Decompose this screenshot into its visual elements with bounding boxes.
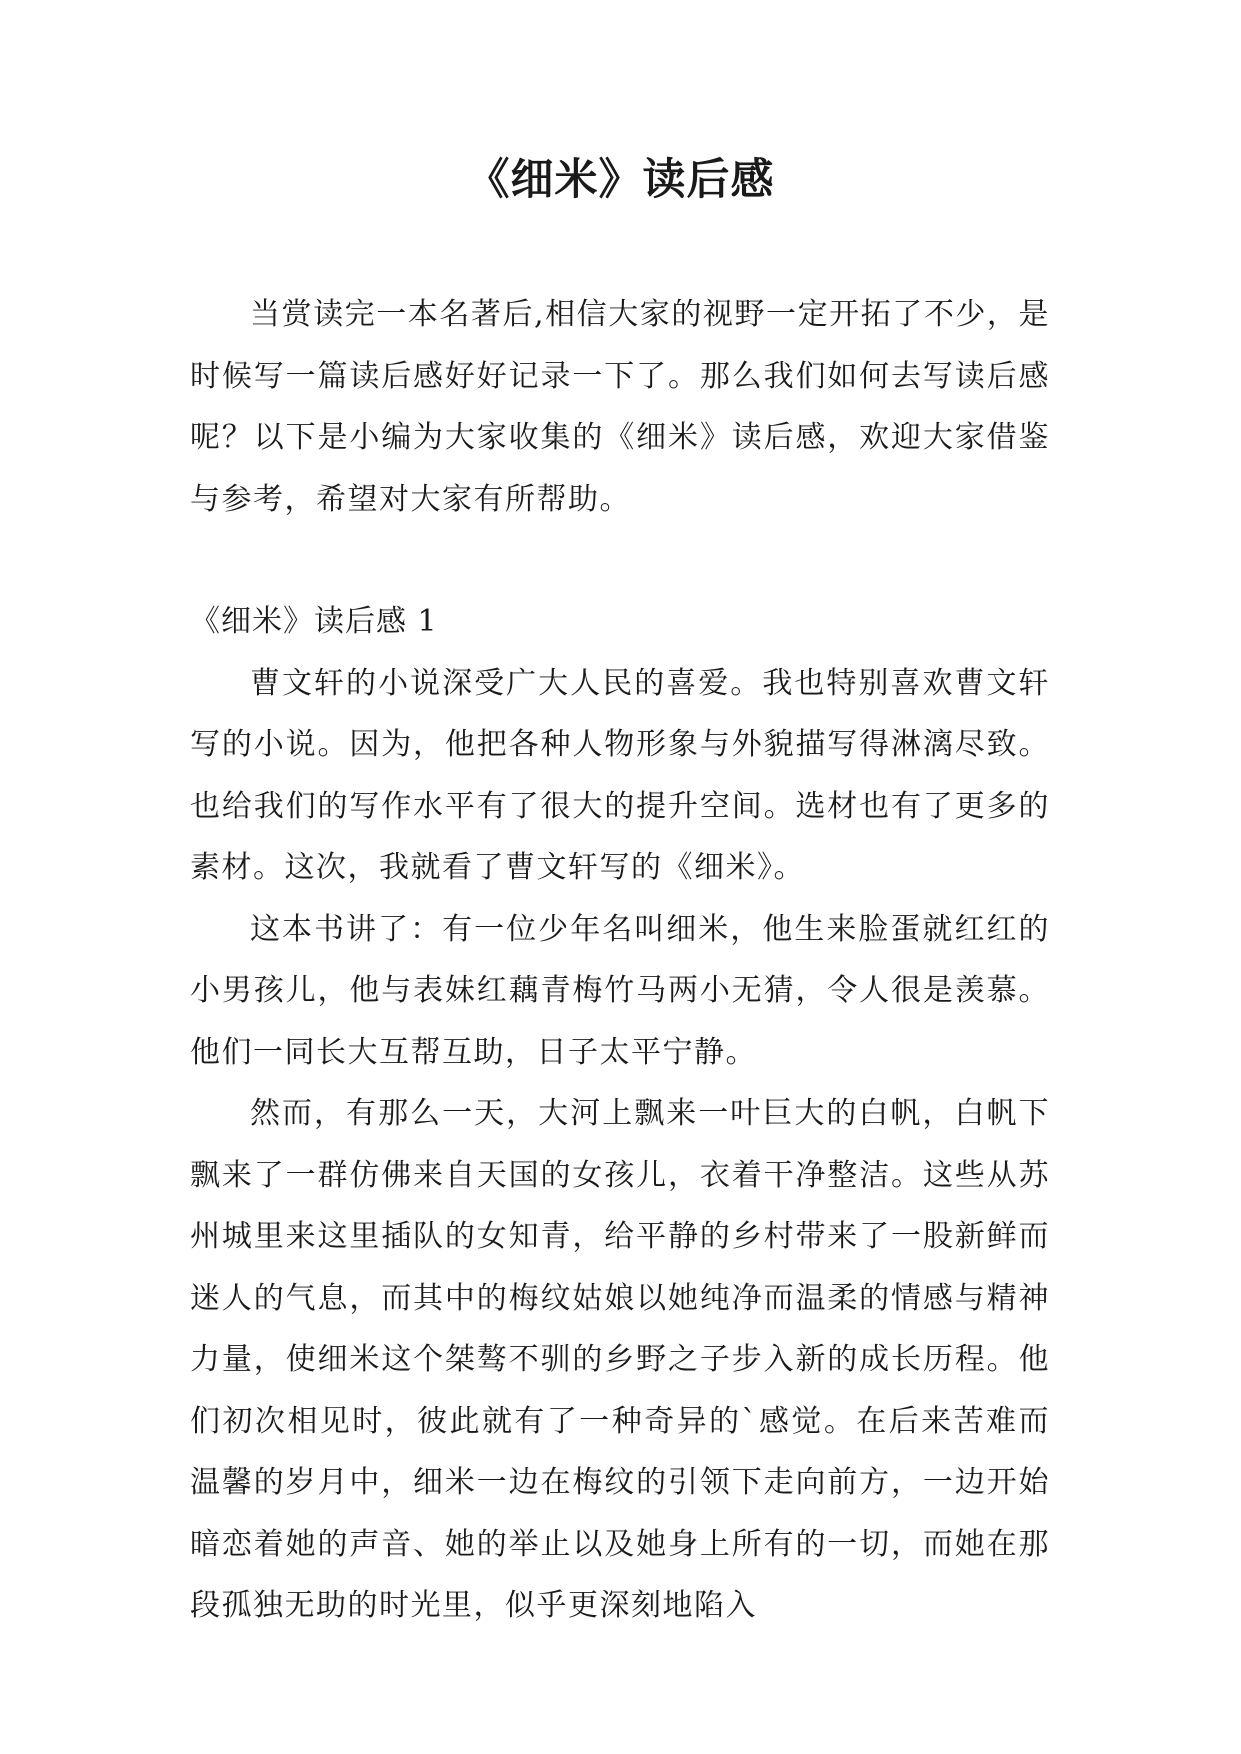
intro-paragraph: 当赏读完一本名著后,相信大家的视野一定开拓了不少，是时候写一篇读后感好好记录一下了。那么我们如何去写读后感呢？以下是小编为大家收集的《细米》读后感，欢迎大家借鉴与参考，希望对大家有所帮助。 <box>190 297 1050 517</box>
section-gap <box>190 530 1050 591</box>
section-heading: 《细米》读后感 1 <box>190 604 438 639</box>
document-body <box>190 284 1050 1637</box>
body-paragraph-3: 然而，有那么一天，大河上飘来一叶巨大的白帆，白帆下飘来了一群仿佛来自天国的女孩儿，衣着干净整洁。这些从苏州城里来这里插队的女知青，给平静的乡村带来了一股新鲜而迷人的气息，而其中的梅纹姑娘以她纯净而温柔的情感与精神力量，使细米这个桀骜不驯的乡野之子步入新的成长历程。他们初次相见时，彼此就有了一种奇异的`感觉。在后来苦难而温馨的岁月中，细米一边在梅纹的引领下走向前方，一边开始暗恋着她的声音、她的举止以及她身上所有的一切，而她在那段孤独无助的时光里，似乎更深刻地陷入 <box>190 1096 1050 1623</box>
document-title: 《细米》读后感 <box>466 155 775 205</box>
body-paragraph-2: 这本书讲了：有一位少年名叫细米，他生来脸蛋就红红的小男孩儿，他与表妹红藕青梅竹马两小无猜，令人很是羡慕。他们一同长大互帮互助，日子太平宁静。 <box>190 911 1050 1070</box>
body-paragraph-1: 曹文轩的小说深受广大人民的喜爱。我也特别喜欢曹文轩写的小说。因为，他把各种人物形象与外貌描写得淋漓尽致。也给我们的写作水平有了很大的提升空间。选材也有了更多的素材。这次，我就看了曹文轩写的《细米》。 <box>190 665 1050 885</box>
